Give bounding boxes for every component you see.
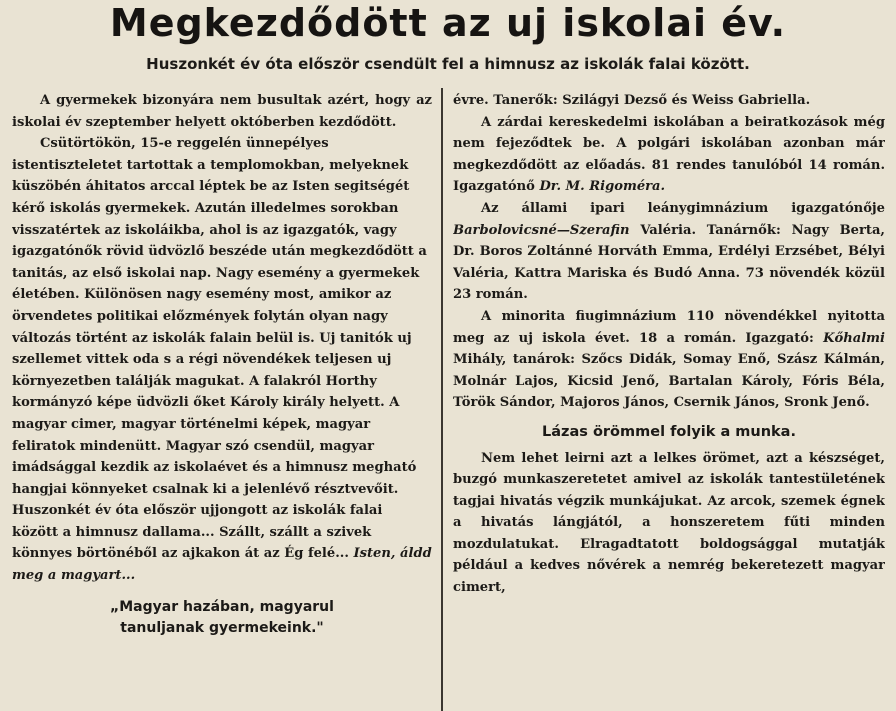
right-paragraph-4-text-b: Mihály, tanárok: Szőcs Didák, Somay Enő, Szász Kálmán, Molnár Lajos, Kicsid Jenő, Bartalan Károly, Fóris Béla, Török Sándor, Majoros János, Csernik János, Sronk Jenő. [453, 352, 885, 411]
left-paragraph-2-text: Csütörtökön, 15-e reggelén ünnepélyes istentiszteletet tartottak a templomokban, melyeknek küszöbén áhitatos arccal léptek be az Isten segitségét kérő iskolás gyermekek. Azután illedelmes sorokban visszatértek az iskoláikba, ahol is az igazgatók, vagy igazgatónők rövid üdvözlő beszéde után megkezdődött a tanitás, az első iskolai nap. Nagy esemény a gyermekek életében. Különösen nagy esemény most, amikor az örvendetes politikai előzmények folytán olyan nagy változás történt az iskolák falain belül is. Uj tanitók uj szellemet vittek oda s a régi növendékek teljesen uj környezetben találják magukat. A falakról Horthy kormányzó képe üdvözli őket Károly király helyett. A magyar cimer, magyar történelmi képek, magyar feliratok mindenütt. Magyar szó csendül, magyar imádsággal kezdik az iskolaévet és a himnusz megható hangjai könnyeket csalnak ki a jelenlévő résztvevőit. Huszonkét év óta először ujjongott az iskolák falai között a himnusz dallama... Szállt, szállt a szivek könnyes börtönéből az ajkakon át az Ég felé... [12, 136, 427, 562]
right-paragraph-2 [453, 112, 885, 198]
column-divider [441, 88, 443, 711]
right-paragraph-4 [453, 306, 885, 414]
left-paragraph-2-italic: Isten, áldd meg a magyart... [12, 546, 432, 584]
left-paragraph-1: A gyermekek bizonyára nem busultak azért, hogy az iskolai év szeptember helyett októberben kezdődött. [12, 93, 432, 130]
left-column [12, 90, 432, 711]
right-paragraph-3 [453, 198, 885, 306]
right-paragraph-1: évre. Tanerők: Szilágyi Dezső és Weiss Gabriella. [453, 93, 811, 108]
right-column [453, 90, 885, 711]
right-paragraph-4-text-a: A minorita fiugimnázium 110 növendékkel nyitotta meg az uj iskola évet. 18 a román. Igazgató: [453, 308, 885, 346]
right-paragraph-5: Nem lehet leirni azt a lelkes örömet, azt a készséget, buzgó munkaszeretetet amivel az iskolák tantestületének tagjai hivatás végzik munkájukat. Az arcok, szemek égnek a hivatás lángjától, a honszeretem fűti minden mozdulatukat. Elragadtatott boldogsággal mutatják például a kedves nővérek a nemrég bekeretezett magyar cimert, [453, 450, 885, 596]
right-paragraph-2-text: A zárdai kereskedelmi iskolában a beiratkozások még nem fejeződtek be. A polgári iskolában azonban már megkezdődött az előadás. 81 rendes tanulóból 14 román. Igazgatónő [453, 114, 885, 195]
quote-line-1: „Magyar hazában, magyarul [110, 598, 334, 615]
right-paragraph-3-name: Barbolovicsné—Szerafin [453, 222, 630, 238]
quote-line-2: tanuljanak gyermekeink." [120, 620, 324, 637]
right-paragraph-3-text-a: Az állami ipari leánygimnázium igazgatónője [481, 200, 885, 216]
right-paragraph-4-name: Kőhalmi [823, 330, 885, 346]
section-subtitle: Lázas örömmel folyik a munka. [542, 423, 796, 440]
left-paragraph-2 [12, 133, 432, 586]
right-paragraph-2-name: Dr. M. Rigoméra. [539, 179, 666, 195]
subheadline: Huszonkét év óta először csendült fel a himnusz az iskolák falai között. [146, 55, 750, 73]
headline: Megkezdődött az uj iskolai év. [109, 1, 787, 45]
right-paragraph-3-text-b: Valéria. Tanárnők: Nagy Berta, Dr. Boros Zoltánné Horváth Emma, Erdélyi Erzsébet, Bélyi Valéria, Kattra Mariska és Budó Anna. 73 növendék közül 23 román. [453, 222, 885, 303]
